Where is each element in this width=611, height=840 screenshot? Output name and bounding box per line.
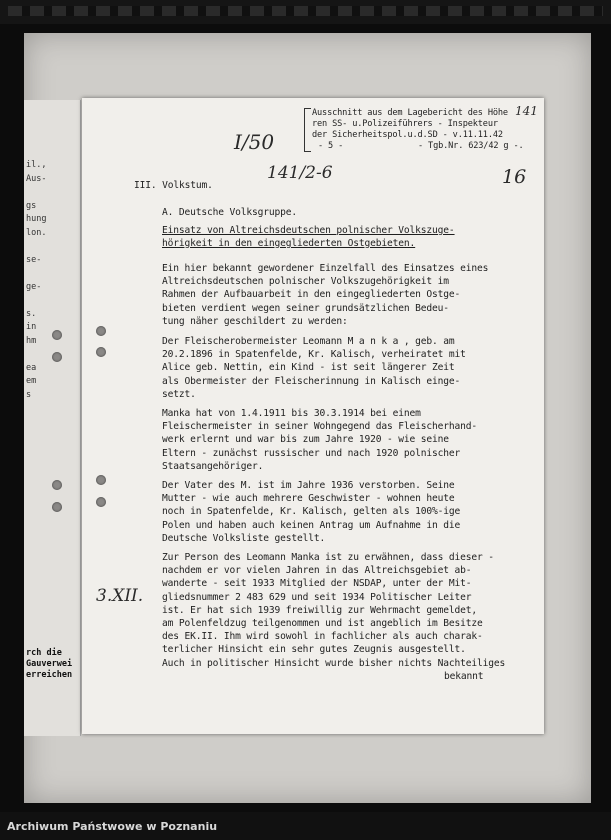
excerpt-line: der Sicherheitspol.u.d.SD - v.11.11.42 <box>312 130 503 140</box>
punch-hole <box>96 475 106 485</box>
strip-text-line: se- <box>26 254 42 265</box>
excerpt-line: ren SS- u.Polizeiführers - Inspekteur <box>312 119 498 129</box>
strip-text-line: lon. <box>26 227 47 238</box>
strip-text-line: Gauverwei <box>26 659 73 669</box>
body-line: Alice geb. Nettin, ein Kind - ist seit längerer Zeit <box>162 362 455 374</box>
article-heading: hörigkeit in den eingegliederten Ostgebieten. <box>162 238 416 249</box>
excerpt-bracket <box>304 108 311 152</box>
strip-text-line: erreichen <box>26 670 73 680</box>
body-line: setzt. <box>162 388 196 400</box>
strip-text-line: Aus- <box>26 173 47 184</box>
body-line: terlicher Hinsicht ein sehr gutes Zeugnis ausgestellt. <box>162 644 466 656</box>
strip-text-line: hm <box>26 335 37 346</box>
excerpt-reference: - Tgb.Nr. 623/42 g -. <box>418 141 524 151</box>
body-line: Der Fleischerobermeister Leomann M a n k a , geb. am <box>162 336 455 347</box>
handwritten-mark: I/50 <box>234 130 275 154</box>
body-line: nachdem er vor vielen Jahren in das Altreichsgebiet ab- <box>162 565 472 577</box>
body-line: Zur Person des Leomann Manka ist zu erwähnen, dass dieser - <box>162 552 494 563</box>
body-line: wanderte - seit 1933 Mitglied der NSDAP, unter der Mit- <box>162 578 472 590</box>
strip-text-line: em <box>26 376 37 386</box>
excerpt-page-marker: - 5 - <box>318 141 344 151</box>
underlying-page-strip <box>24 100 81 736</box>
strip-text-line: hung <box>26 214 47 224</box>
body-line: als Obermeister der Fleischerinnung in Kalisch einge- <box>162 375 461 387</box>
body-line: Fleischermeister in seiner Wohngegend das Fleischerhand- <box>162 421 478 433</box>
handwritten-page-number: 141 <box>515 104 538 118</box>
strip-text-line: ge- <box>26 281 42 292</box>
body-line: 20.2.1896 in Spatenfelde, Kr. Kalisch, verheiratet mit <box>162 349 466 361</box>
article-heading: Einsatz von Altreichsdeutschen polnischer Volkszuge- <box>162 225 455 236</box>
body-line: Mutter - wie auch mehrere Geschwister - wohnen heute <box>162 493 455 505</box>
archive-label: Archiwum Państwowe w Poznaniu <box>7 820 218 833</box>
body-line: werk erlernt und war bis zum Jahre 1920 - wie seine <box>162 434 449 446</box>
handwritten-number: 16 <box>502 166 527 188</box>
excerpt-line: Ausschnitt aus dem Lagebericht des Höhe <box>312 108 508 118</box>
body-line: Rahmen der Aufbauarbeit in den eingegliederten Ostge- <box>162 289 461 301</box>
body-line: Staatsangehöriger. <box>162 460 264 472</box>
strip-text-line: s. <box>26 308 37 319</box>
body-line: Auch in politischer Hinsicht wurde bisher nichts Nachteiliges <box>162 657 506 669</box>
subsection-title: A. Deutsche Volksgruppe. <box>162 207 298 218</box>
body-line: ist. Er hat sich 1939 freiwillig zur Wehrmacht gemeldet, <box>162 604 478 616</box>
punch-hole <box>52 480 62 490</box>
section-title: III. Volkstum. <box>134 180 213 191</box>
body-line: noch in Spatenfelde, Kr. Kalisch, gelten als 100%-ige <box>162 506 461 518</box>
punch-hole <box>52 330 62 340</box>
body-line: am Polenfeldzug teilgenommen und ist angeblich im Besitze <box>162 618 483 629</box>
strip-text-line: s <box>26 389 32 400</box>
body-line: Eltern - zunächst russischer und nach 1920 polnischer <box>162 447 461 459</box>
strip-text-line: rch die <box>26 648 62 658</box>
punch-hole <box>96 497 106 507</box>
body-line: gliedsnummer 2 483 629 und seit 1934 Politischer Leiter <box>162 591 472 603</box>
document-page <box>82 98 544 734</box>
strip-text-line: gs <box>26 200 37 211</box>
handwritten-file-reference: 141/2-6 <box>267 163 333 183</box>
strip-text-line: ea <box>26 362 37 373</box>
body-line: bieten verdient wegen seiner grundsätzlichen Bedeu- <box>162 302 449 314</box>
body-line: des EK.II. Ihm wird sowohl in fachlicher als auch charak- <box>162 631 483 643</box>
body-line: Deutsche Volksliste gestellt. <box>162 532 326 544</box>
film-strip-bottom <box>0 812 611 840</box>
punch-hole <box>52 352 62 362</box>
body-line: tung näher geschildert zu werden: <box>162 315 348 327</box>
film-perforation <box>8 6 603 16</box>
punch-hole <box>52 502 62 512</box>
strip-text-line: in <box>26 322 37 332</box>
strip-text-line: il., <box>26 160 47 170</box>
punch-hole <box>96 347 106 357</box>
body-line: Altreichsdeutschen polnischer Volkszugehörigkeit im <box>162 276 449 288</box>
body-line: Manka hat von 1.4.1911 bis 30.3.1914 bei einem <box>162 408 421 419</box>
body-line: bekannt <box>444 670 484 682</box>
handwritten-margin-note: 3.XII. <box>96 586 144 606</box>
film-strip-top <box>0 0 611 24</box>
body-line: Ein hier bekannt gewordener Einzelfall des Einsatzes eines <box>162 263 489 274</box>
punch-hole <box>96 326 106 336</box>
body-line: Polen und haben auch keinen Antrag um Aufnahme in die <box>162 519 461 531</box>
body-line: Der Vater des M. ist im Jahre 1936 verstorben. Seine <box>162 480 455 491</box>
